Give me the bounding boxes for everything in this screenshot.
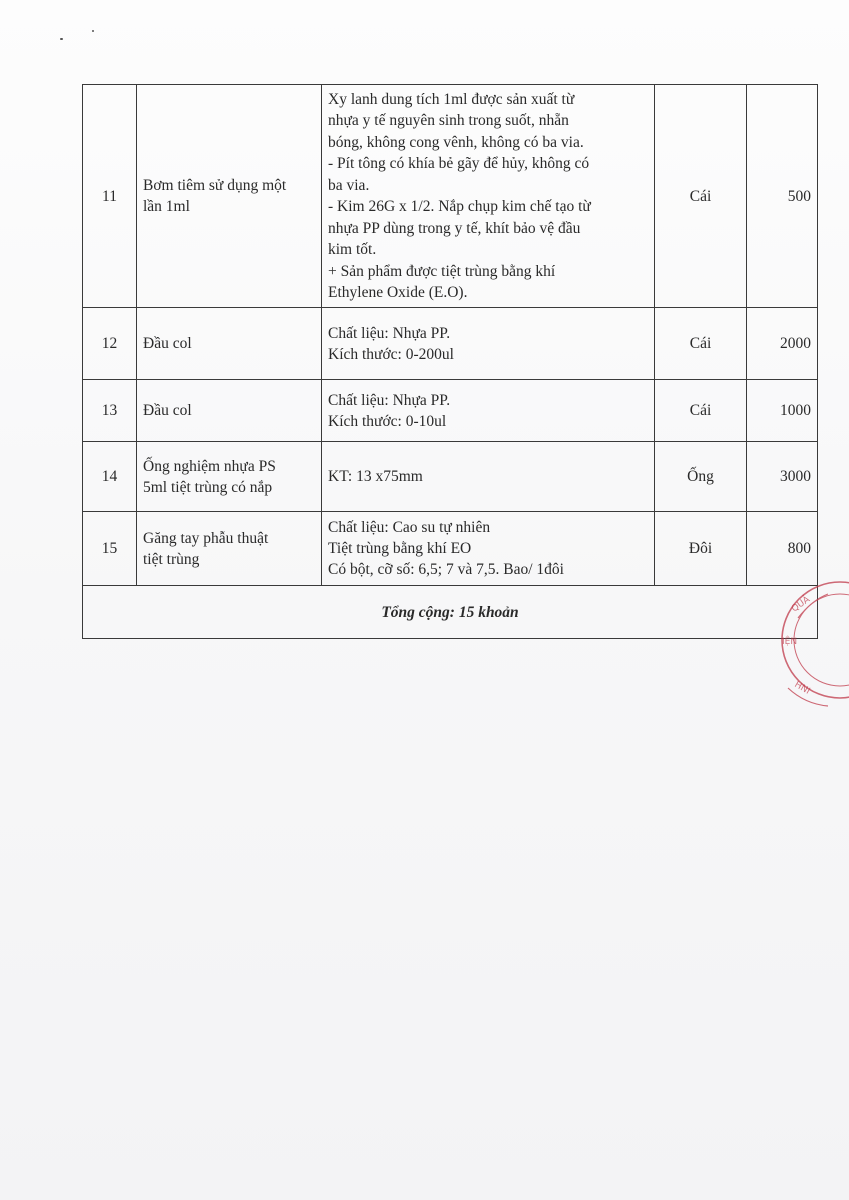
item-name-line: Đầu col (143, 335, 192, 352)
item-unit: Ống (655, 442, 747, 512)
spec-line: kim tốt. (328, 241, 377, 258)
table-row (83, 380, 818, 442)
item-name-line: Ống nghiệm nhựa PS (143, 457, 276, 475)
total-row (83, 586, 818, 639)
item-name-line: lần 1ml (143, 198, 190, 215)
svg-text:IỆN: IỆN (782, 637, 798, 647)
item-quantity: 2000 (747, 308, 818, 380)
row-number: 13 (83, 380, 137, 442)
item-unit: Đôi (655, 512, 747, 586)
row-number: 11 (83, 85, 137, 308)
item-name-line: Bơm tiêm sử dụng một (143, 177, 287, 194)
item-quantity: 500 (747, 85, 818, 308)
item-spec (322, 308, 655, 380)
row-number: 14 (83, 442, 137, 512)
item-spec (322, 512, 655, 586)
item-name-line: Đầu col (143, 402, 192, 419)
official-stamp (770, 578, 849, 708)
item-unit: Cái (655, 308, 747, 380)
spec-line: Tiệt trùng bằng khí EO (328, 540, 472, 557)
spec-line: Ethylene Oxide (E.O). (328, 284, 468, 301)
item-quantity: 800 (747, 512, 818, 586)
table-row (83, 308, 818, 380)
item-quantity: 3000 (747, 442, 818, 512)
spec-line: Chất liệu: Nhựa PP. (328, 391, 451, 409)
scan-speck (92, 30, 94, 32)
item-name (137, 442, 322, 512)
item-name-line: tiệt trùng (143, 550, 200, 568)
item-spec (322, 442, 655, 512)
item-name (137, 512, 322, 586)
table-row (83, 85, 818, 308)
svg-text:HNI: HNI (792, 679, 812, 697)
spec-line: Kích thước: 0-10ul (328, 412, 447, 430)
table-row (83, 442, 818, 512)
svg-text:QUẢ: QUẢ (789, 594, 812, 615)
spec-line: bóng, không cong vênh, không có ba via. (328, 133, 584, 151)
scan-speck (60, 38, 63, 40)
item-name (137, 85, 322, 308)
spec-line: nhựa PP dùng trong y tế, khít bảo vệ đầu (328, 219, 581, 237)
item-spec (322, 380, 655, 442)
item-name (137, 380, 322, 442)
item-unit: Cái (655, 85, 747, 308)
spec-line: Chất liệu: Cao su tự nhiên (328, 519, 491, 536)
spec-line: ba via. (328, 176, 370, 194)
item-unit: Cái (655, 380, 747, 442)
spec-line: Có bột, cỡ số: 6,5; 7 và 7,5. Bao/ 1đôi (328, 561, 564, 578)
items-table (82, 84, 818, 639)
row-number: 15 (83, 512, 137, 586)
spec-line: - Pít tông có khía bẻ gãy để hủy, không có (328, 155, 590, 172)
spec-line: Chất liệu: Nhựa PP. (328, 324, 451, 342)
spec-line: - Kim 26G x 1/2. Nắp chụp kim chế tạo từ (328, 198, 591, 215)
item-quantity: 1000 (747, 380, 818, 442)
spec-line: Kích thước: 0-200ul (328, 345, 454, 363)
spec-line: Xy lanh dung tích 1ml được sản xuất từ (328, 90, 575, 108)
spec-line: nhựa y tế nguyên sinh trong suốt, nhẵn (328, 112, 569, 129)
total-label: Tổng cộng: 15 khoản (83, 586, 818, 639)
spec-line: + Sản phẩm được tiệt trùng bằng khí (328, 262, 556, 280)
row-number: 12 (83, 308, 137, 380)
table-row (83, 512, 818, 586)
item-name-line: Găng tay phẫu thuật (143, 529, 269, 547)
item-spec (322, 85, 655, 308)
spec-line: KT: 13 x75mm (328, 468, 423, 485)
item-name (137, 308, 322, 380)
item-name-line: 5ml tiệt trùng có nắp (143, 478, 273, 496)
